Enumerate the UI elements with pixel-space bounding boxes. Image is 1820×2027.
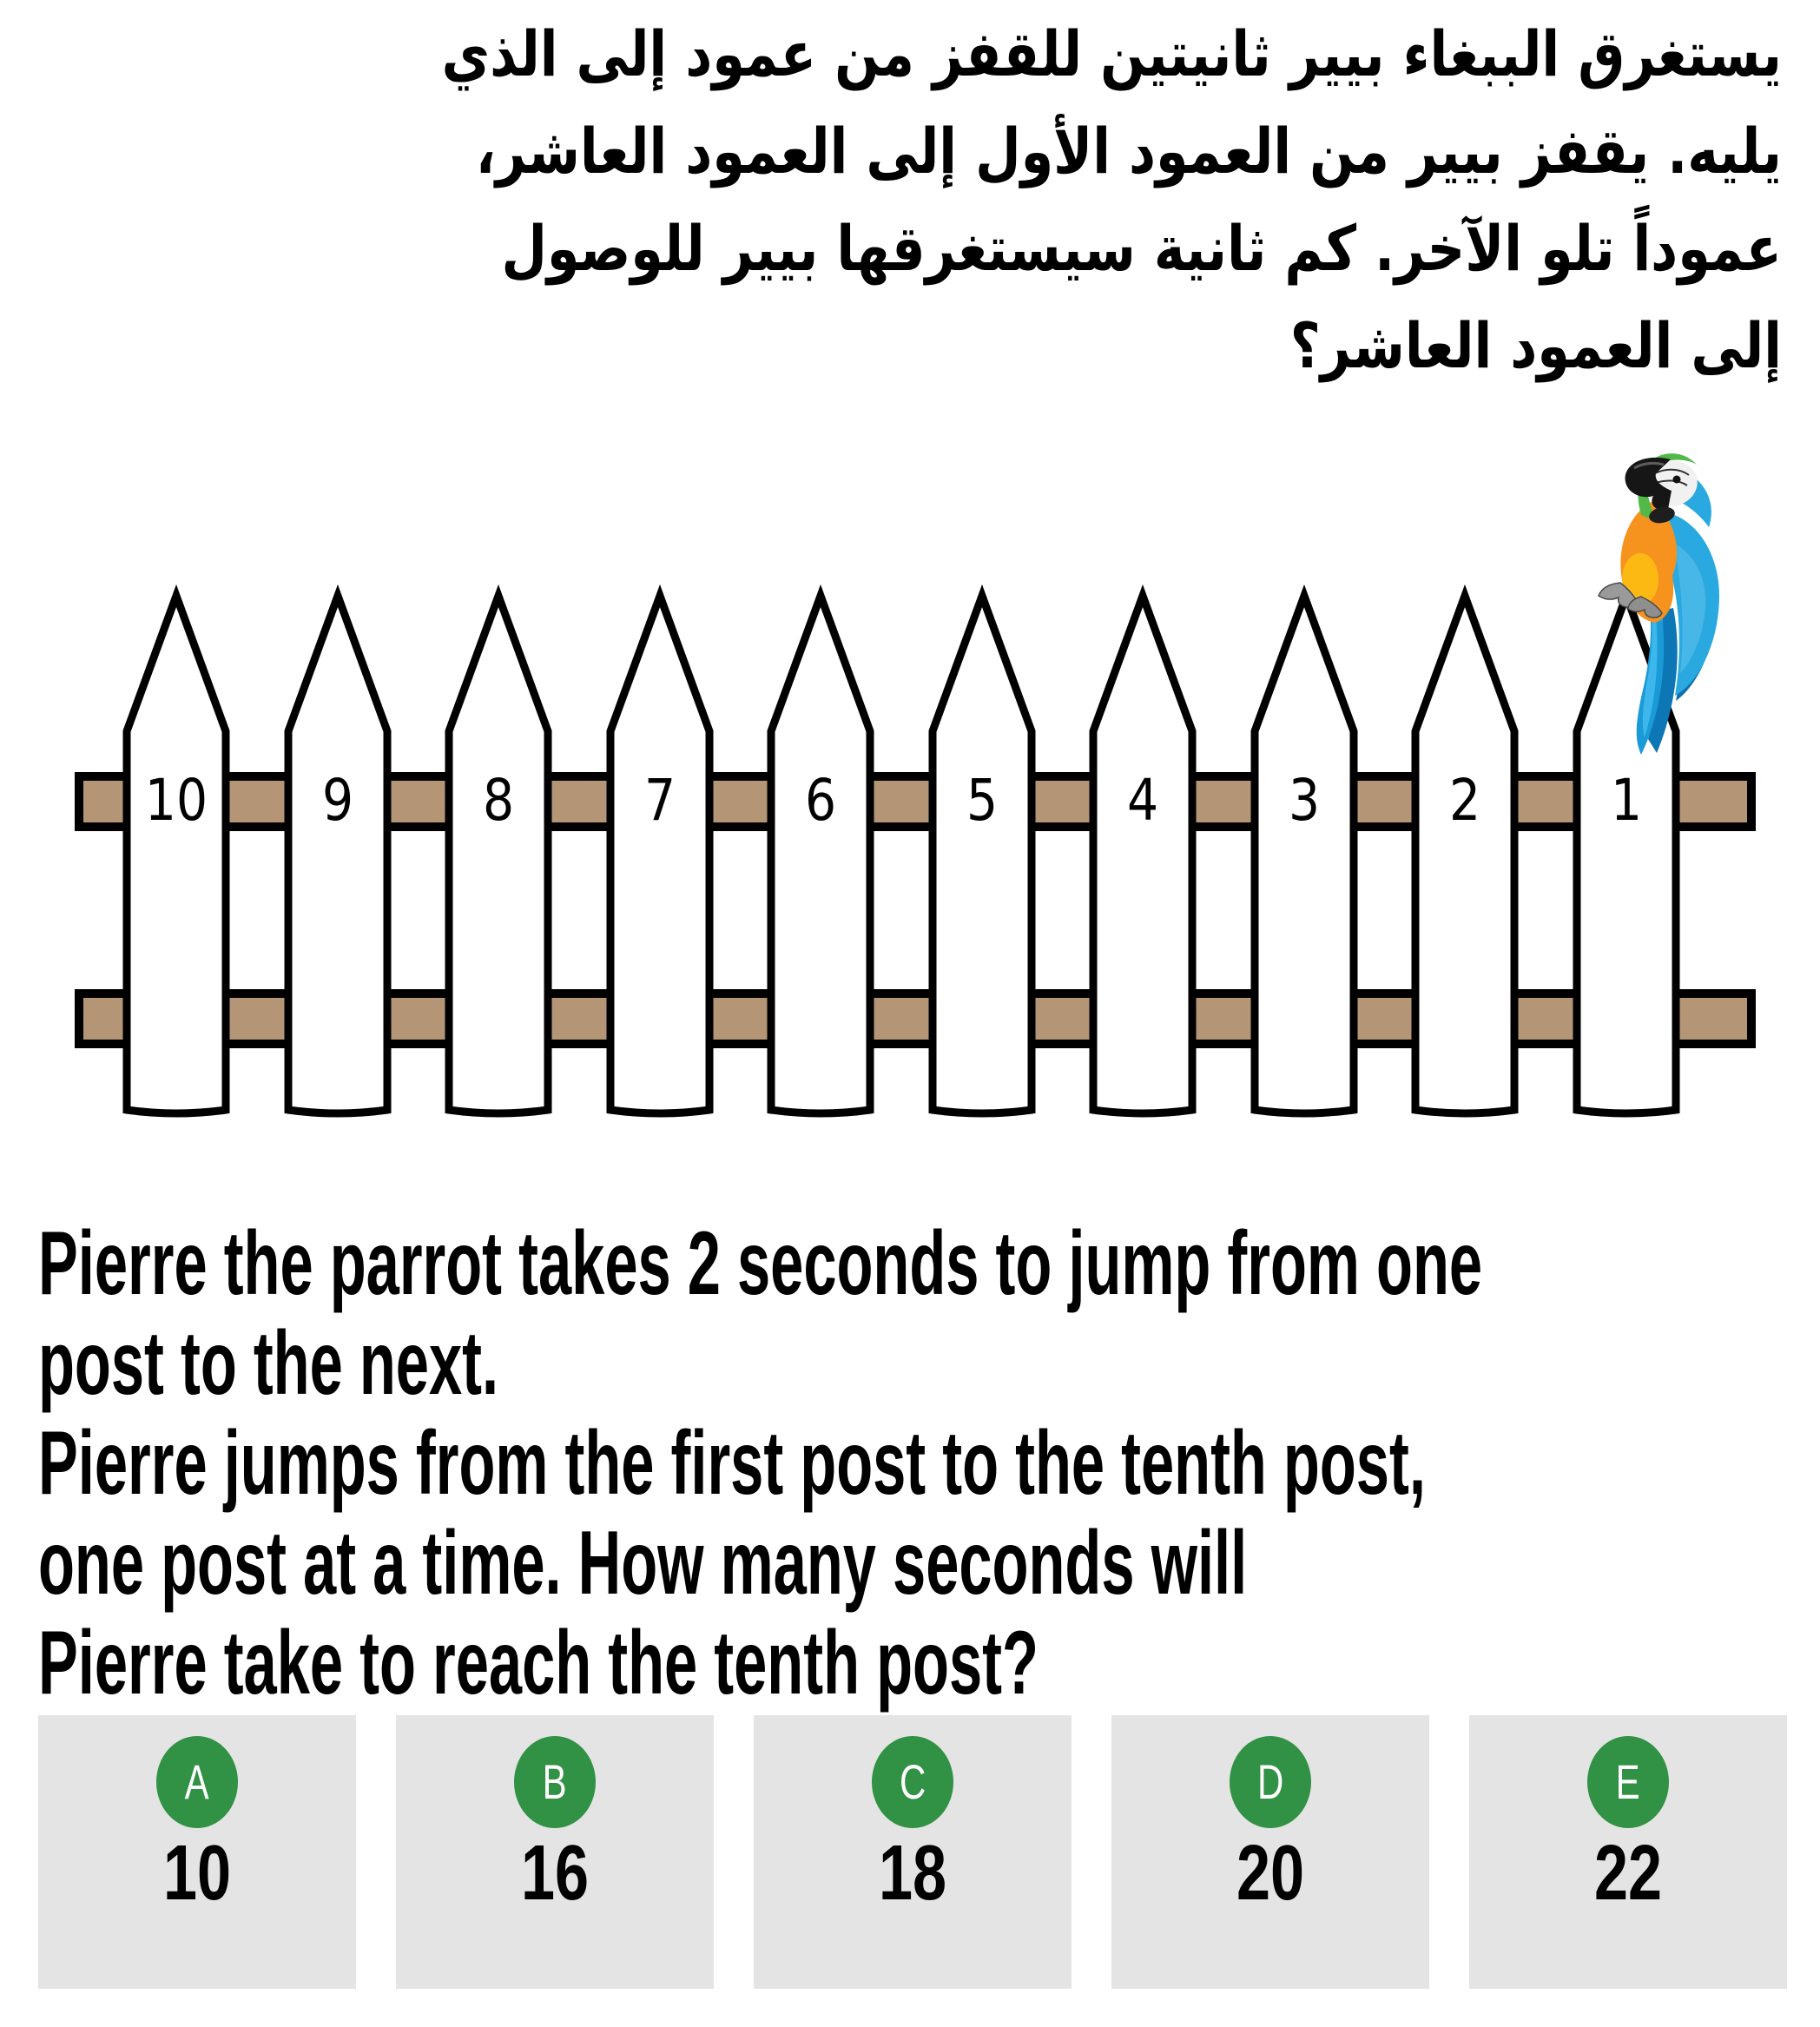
fence-post-shape <box>606 591 714 1119</box>
option-value: 22 <box>1593 1830 1663 1917</box>
fence-post-7 <box>606 591 714 1119</box>
fence-post-9 <box>284 591 392 1119</box>
fence-post-number: 9 <box>321 766 353 834</box>
english-line-4: one post at a time. How many seconds will <box>38 1513 1248 1614</box>
option-letter-badge <box>1230 1736 1311 1828</box>
arabic-line-2: يليه. يقفز بيير من العمود الأول إلى العمود العاشر، <box>475 115 1782 188</box>
fence-post-5 <box>928 591 1036 1119</box>
option-letter: C <box>899 1754 926 1809</box>
option-value: 10 <box>162 1830 232 1917</box>
arabic-line-3: عموداً تلو الآخر. كم ثانية سيستغرقها بيير للوصول <box>501 212 1782 285</box>
fence-post-number: 6 <box>804 766 837 834</box>
fence-post-shape <box>1411 591 1519 1119</box>
fence-post-shape <box>928 591 1036 1119</box>
english-line-3: Pierre jumps from the first post to the tenth post, <box>38 1413 1426 1514</box>
option-value: 18 <box>878 1830 947 1917</box>
parrot-illustration <box>1591 439 1738 769</box>
arabic-line-4: إلى العمود العاشر؟ <box>1289 309 1782 382</box>
fence-post-number: 2 <box>1448 766 1481 834</box>
answer-option-E[interactable] <box>1469 1715 1787 1989</box>
answer-option-D[interactable] <box>1111 1715 1429 1989</box>
answer-option-C[interactable] <box>754 1715 1072 1989</box>
option-letter-badge <box>156 1736 238 1828</box>
answer-option-A[interactable] <box>38 1715 356 1989</box>
option-letter-badge <box>1587 1736 1669 1828</box>
option-letter: D <box>1256 1754 1284 1809</box>
question-text-english <box>38 1214 1820 1713</box>
answer-option-B[interactable] <box>396 1715 714 1989</box>
option-letter-badge <box>872 1736 953 1828</box>
english-line-5: Pierre take to reach the tenth post? <box>38 1613 1039 1713</box>
fence-post-number: 8 <box>482 766 515 834</box>
option-letter: A <box>184 1754 210 1809</box>
option-value: 20 <box>1236 1830 1305 1917</box>
fence-post-2 <box>1411 591 1519 1119</box>
fence-post-6 <box>767 591 874 1119</box>
fence-post-8 <box>445 591 552 1119</box>
fence-post-number: 1 <box>1610 766 1642 834</box>
fence-post-shape <box>1250 591 1358 1119</box>
option-letter: B <box>542 1754 568 1809</box>
fence-post-3 <box>1250 591 1358 1119</box>
english-line-1: Pierre the parrot takes 2 seconds to jump from one <box>38 1213 1483 1314</box>
fence-post-number: 10 <box>144 766 208 834</box>
english-line-2: post to the next. <box>38 1313 499 1414</box>
fence-post-shape <box>284 591 392 1119</box>
answer-options <box>0 1715 1820 1989</box>
fence-post-number: 7 <box>643 766 676 834</box>
fence-post-10 <box>122 591 230 1119</box>
option-letter-badge <box>514 1736 596 1828</box>
option-letter: E <box>1615 1754 1641 1809</box>
fence-post-number: 4 <box>1126 766 1159 834</box>
fence-post-shape <box>767 591 874 1119</box>
fence-post-number: 3 <box>1288 766 1320 834</box>
fence-post-number: 5 <box>966 766 998 834</box>
option-value: 16 <box>520 1830 590 1917</box>
fence-post-4 <box>1089 591 1197 1119</box>
fence-post-shape <box>1089 591 1197 1119</box>
arabic-line-1: يستغرق الببغاء بيير ثانيتين للقفز من عمود إلى الذي <box>441 17 1783 90</box>
fence-post-shape <box>445 591 552 1119</box>
fence-post-shape <box>122 591 230 1119</box>
